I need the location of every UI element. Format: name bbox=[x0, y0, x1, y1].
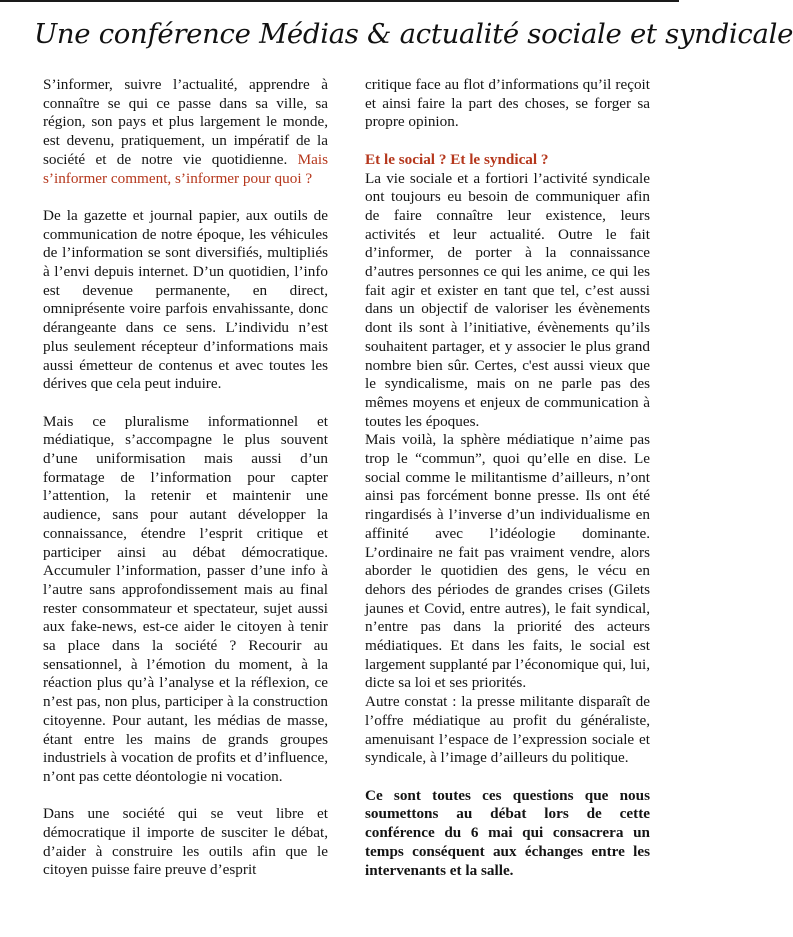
paragraph-pluralisme: Mais ce pluralisme informationnel et médiatique, s’accompagne le plus souvent d’une uniformisation mais aussi d’un formatage de l’information pour capter l’attention, la retenir et maintenir une audience, sans pour autant développer la connaissance, étendre l’esprit critique et participer ainsi au débat démocratique. Accumuler l’information, passer d’une info à l’autre sans approfondissement mais au final rester consommateur et spectateur, sujet aussi aux fake-news, est-ce aider le citoyen à tenir sa place dans la société ? Recourir au sensationnel, à l’émotion du moment, à la réaction plus qu’à l’analyse et la réflexion, ce n’est pas, non plus, participer à la construction citoyenne. Pour autant, les médias de masse, étant entre les mains de grands groupes industriels à vocation de profits et d’influence, n’ont pas cette déontologie ni vocation. bbox=[43, 412, 328, 785]
paragraph-societe: Dans une société qui se veut libre et démocratique il importe de susciter le débat, d’aider à construire les outils afin que le citoyen puisse faire preuve d’esprit bbox=[43, 805, 328, 879]
paragraph-critique: critique face au flot d’informations qu’il reçoit et ainsi faire la part des choses, se forger sa propre opinion. bbox=[365, 76, 650, 131]
intro-text: S’informer, suivre l’actualité, apprendre à connaître se qui ce passe dans sa ville, sa région, son pays et plus largement le monde, est devenu, pratiquement, un impératif de la société et de notre vie quotidienne. bbox=[43, 76, 328, 168]
left-column bbox=[43, 76, 328, 880]
paragraph-constat: Autre constat : la presse militante disparaît de l’offre médiatique au profit du généraliste, amenuisant l’espace de l’expression sociale et syndicale, à l’image d’ailleurs du politique. bbox=[365, 693, 650, 767]
paragraph-sphere-mediatique: Mais voilà, la sphère médiatique n’aime pas trop le “commun”, quoi qu’elle en dise. Le social comme le militantisme d’ailleurs, n’ont ainsi pas forcément bonne presse. Ils ont été ringardisés à l’inverse d’un individualisme en affinité avec l’idéologie dominante. L’ordinaire ne fait pas vraiment vendre, alors aborder le quotidien des gens, le vécu en dehors des périodes de grandes crises (Gilets jaunes et Covid, entre autres), le fait syndical, n’entre pas dans la priorité des acteurs médiatiques. Et dans les faits, le social est largement supplanté par l’économique qui, lui, dicte sa loi et ses priorités. bbox=[365, 431, 650, 692]
intro-paragraph bbox=[43, 76, 328, 188]
top-rule bbox=[0, 0, 679, 2]
intro-question: Mais s’informer comment, s’informer pour quoi ? bbox=[43, 150, 328, 187]
paragraph-vie-sociale: La vie sociale et a fortiori l’activité syndicale ont toujours eu besoin de communiquer afin de faire connaître leur existence, leurs activités et leur actualité. Outre le fait d’informer, de porter à la connaissance d’autres personnes ce qui les anime, ce qui les fait agir et exister en tant que tel, c’est aussi dans un objectif de valoriser les évènements dont ils sont à l’initiative, évènements qu’ils souhaitent partager, et y associer le plus grand nombre bien sûr. Certes, c'est aussi vieux que le syndicalisme, mais on ne parle pas des mêmes moyens et enjeux de communication à toutes les époques. bbox=[365, 169, 650, 430]
paragraph-conclusion: Ce sont toutes ces questions que nous soumettons au débat lors de cette conférence du 6 mai qui consacrera un temps conséquent aux échanges entre les intervenants et la salle. bbox=[365, 786, 650, 879]
right-column bbox=[365, 76, 650, 880]
section-heading-social: Et le social ? Et le syndical ? bbox=[365, 150, 549, 168]
paragraph-gazette: De la gazette et journal papier, aux outils de communication de notre époque, les véhicules de l’information se sont diversifiés, multipliés à l’envi depuis internet. D’un quotidien, l’info est devenue permanente, en direct, omniprésente voire parfois envahissante, donc dérangeante dans ce sens. L’individu n’est plus seulement récepteur d’informations mais aussi émetteur de contenus et avec toutes les dérives que cela peut induire. bbox=[43, 206, 328, 393]
page-title: Une conférence Médias & actualité sociale et syndicale bbox=[34, 18, 793, 50]
